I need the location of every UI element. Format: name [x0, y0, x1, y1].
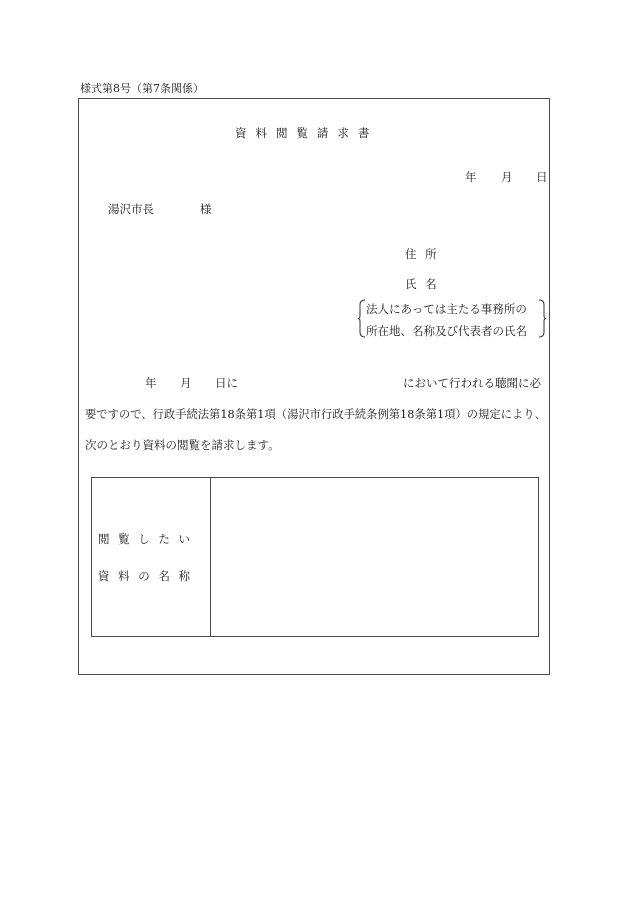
name-label: 氏名 [405, 277, 446, 291]
body-line1-end: において行われる聴聞に必 [403, 376, 541, 390]
address-label: 住所 [405, 247, 446, 261]
body-month-label: 月 [180, 376, 192, 390]
addressee-name: 湯沢市長 [108, 202, 154, 216]
document-title: 資料閲覧請求書 [235, 126, 379, 140]
left-bracket-icon [358, 299, 366, 338]
date-year-label: 年 [465, 170, 477, 184]
addressee-honorific: 様 [200, 202, 212, 216]
body-line3: 次のとおり資料の閲覧を請求します。 [85, 438, 280, 452]
right-bracket-icon [538, 299, 546, 338]
materials-name-field[interactable] [220, 488, 525, 626]
corporate-note-line1: 法人にあっては主たる事務所の [366, 302, 527, 316]
table-label-line1: 閲覧したい [98, 532, 199, 546]
materials-table [91, 477, 539, 637]
date-month-label: 月 [501, 170, 513, 184]
corporate-note-line2: 所在地、名称及び代表者の氏名 [366, 324, 527, 338]
table-divider [210, 478, 211, 636]
body-line2: 要ですので、行政手続法第18条第1項（湯沢市行政手続条例第18条第1項）の規定により、 [85, 408, 546, 421]
body-day-label: 日に [215, 376, 238, 390]
form-number-label: 様式第8号（第7条関係） [80, 82, 204, 95]
date-day-label: 日 [536, 170, 548, 184]
body-year-label: 年 [145, 376, 157, 390]
table-label-line2: 資料の名称 [98, 569, 199, 583]
